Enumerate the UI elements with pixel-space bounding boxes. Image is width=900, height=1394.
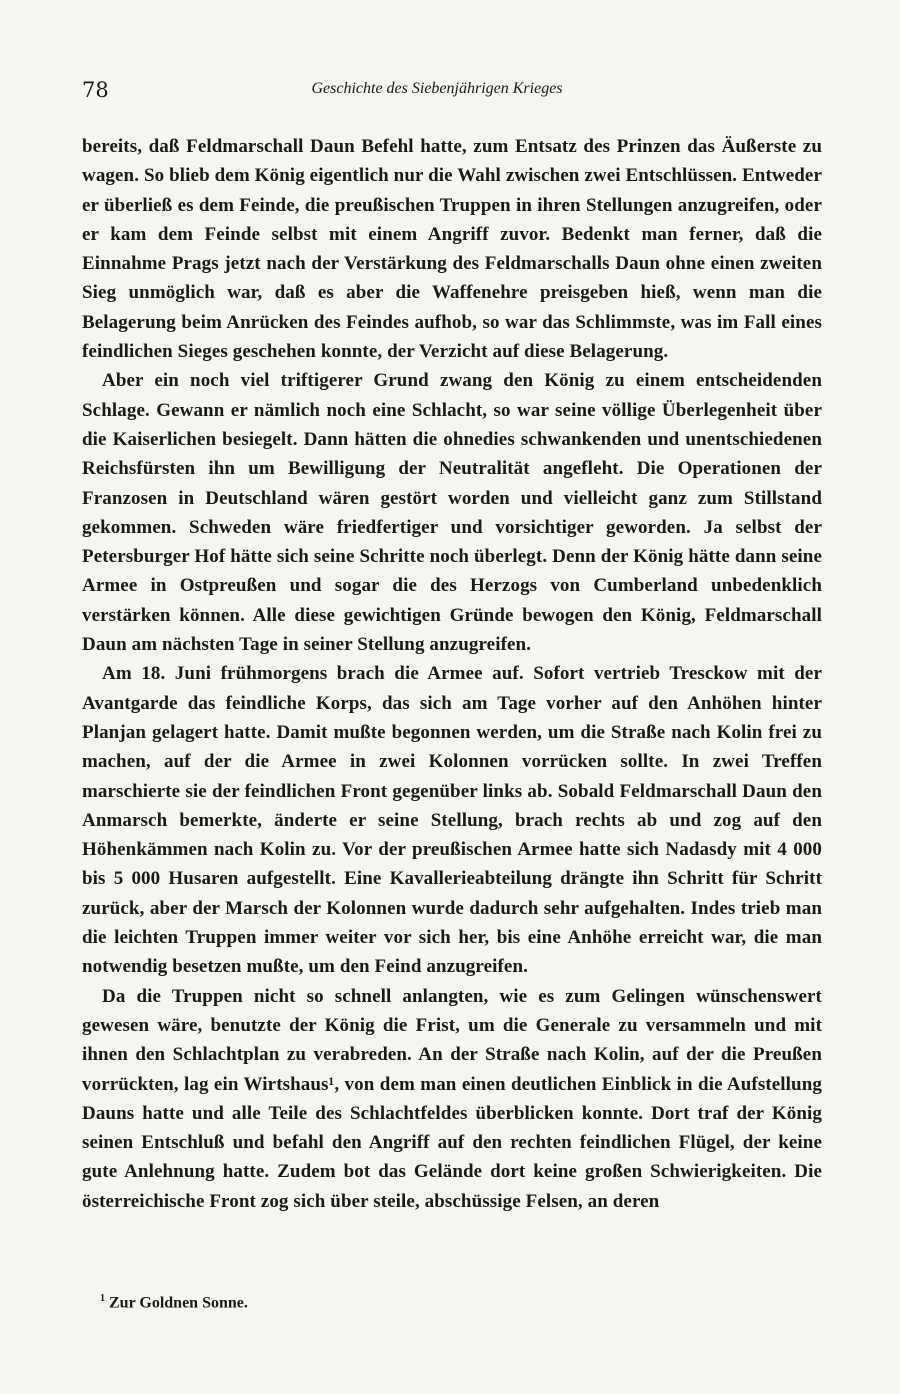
paragraph: bereits, daß Feldmarschall Daun Befehl hatte, zum Entsatz des Prinzen das Äußerste zu wagen. So blieb dem König eigentlich nur die Wahl zwischen zwei Entschlüssen. Entweder er überließ es dem Feinde, die preußischen Truppen in ihren Stellungen anzugreifen, oder er kam dem Feinde selbst mit einem Angriff zuvor. Bedenkt man ferner, daß die Einnahme Prags jetzt nach der Verstärkung des Feldmarschalls Daun ohne einen zweiten Sieg unmöglich war, daß es aber die Waffenehre preisgeben hieß, wenn man die Belagerung beim Anrücken des Feindes aufhob, so war das Schlimmste, was im Fall eines feindlichen Sieges geschehen konnte, der Verzicht auf diese Belagerung. xyxy=(82,136,822,363)
paragraph: Am 18. Juni frühmorgens brach die Armee auf. Sofort vertrieb Tresckow mit der Avantgarde das feindliche Korps, das sich am Tage vorher auf den Anhöhen hinter Planjan gelagert hatte. Damit mußte begonnen werden, um die Straße nach Kolin frei zu machen, auf der die Armee in zwei Kolonnen vorrücken sollte. In zwei Treffen marschierte sie der feindlichen Front gegenüber links ab. Sobald Feldmarschall Daun den Anmarsch bemerkte, änderte er seine Stellung, brach rechts ab und zog auf den Höhenkämmen nach Kolin zu. Vor der preußischen Armee hatte sich Nadasdy mit 4 000 bis 5 000 Husaren aufgestellt. Eine Kavallerieabteilung drängte ihn Schritt für Schritt zurück, aber der Marsch der Kolonnen wurde dadurch sehr aufgehalten. Indes trieb man die leichten Truppen immer weiter vor sich her, bis eine Anhöhe erreicht war, die man notwendig besetzen mußte, um den Feind anzugreifen. xyxy=(82,663,822,978)
footnote-text: Zur Goldnen Sonne. xyxy=(109,1294,248,1312)
footnote xyxy=(100,1293,248,1312)
page-number: 78 xyxy=(82,78,109,102)
paragraph: Da die Truppen nicht so schnell anlangten, wie es zum Gelingen wünschenswert gewesen wäre, benutzte der König die Frist, um die Generale zu versammeln und mit ihnen den Schlachtplan zu verabreden. An der Straße nach Kolin, auf der die Preußen vorrückten, lag ein Wirtshaus¹, von dem man einen deutlichen Einblick in die Aufstellung Dauns hatte und alle Teile des Schlachtfeldes überblicken konnte. Dort traf der König seinen Entschluß und befahl den Angriff auf den rechten feindlichen Flügel, der keine gute Anlehnung hatte. Zudem bot das Gelände dort keine großen Schwierigkeiten. Die österreichische Front zog sich über steile, abschüssige Felsen, an deren xyxy=(82,985,822,1212)
paragraph: Aber ein noch viel triftigerer Grund zwang den König zu einem entscheidenden Schlage. Gewann er nämlich noch eine Schlacht, so war seine völlige Überlegenheit über die Kaiserlichen besiegelt. Dann hätten die ohnedies schwankenden und unentschiedenen Reichsfürsten ihn um Bewilligung der Neutralität angefleht. Die Operationen der Franzosen in Deutschland wären gestört worden und vielleicht ganz zum Stillstand gekommen. Schweden wäre friedfertiger und vorsichtiger geworden. Ja selbst der Petersburger Hof hätte sich seine Schritte noch überlegt. Denn der König hätte dann seine Armee in Ostpreußen und sogar die des Herzogs von Cumberland unbedenklich verstärken können. Alle diese gewichtigen Gründe bewogen den König, Feldmarschall Daun am nächsten Tage in seiner Stellung anzugreifen. xyxy=(82,370,822,656)
page-header xyxy=(82,78,818,108)
footnote-marker: 1 xyxy=(100,1293,105,1304)
running-title: Geschichte des Siebenjährigen Krieges xyxy=(311,80,563,97)
body-text xyxy=(82,132,822,1216)
